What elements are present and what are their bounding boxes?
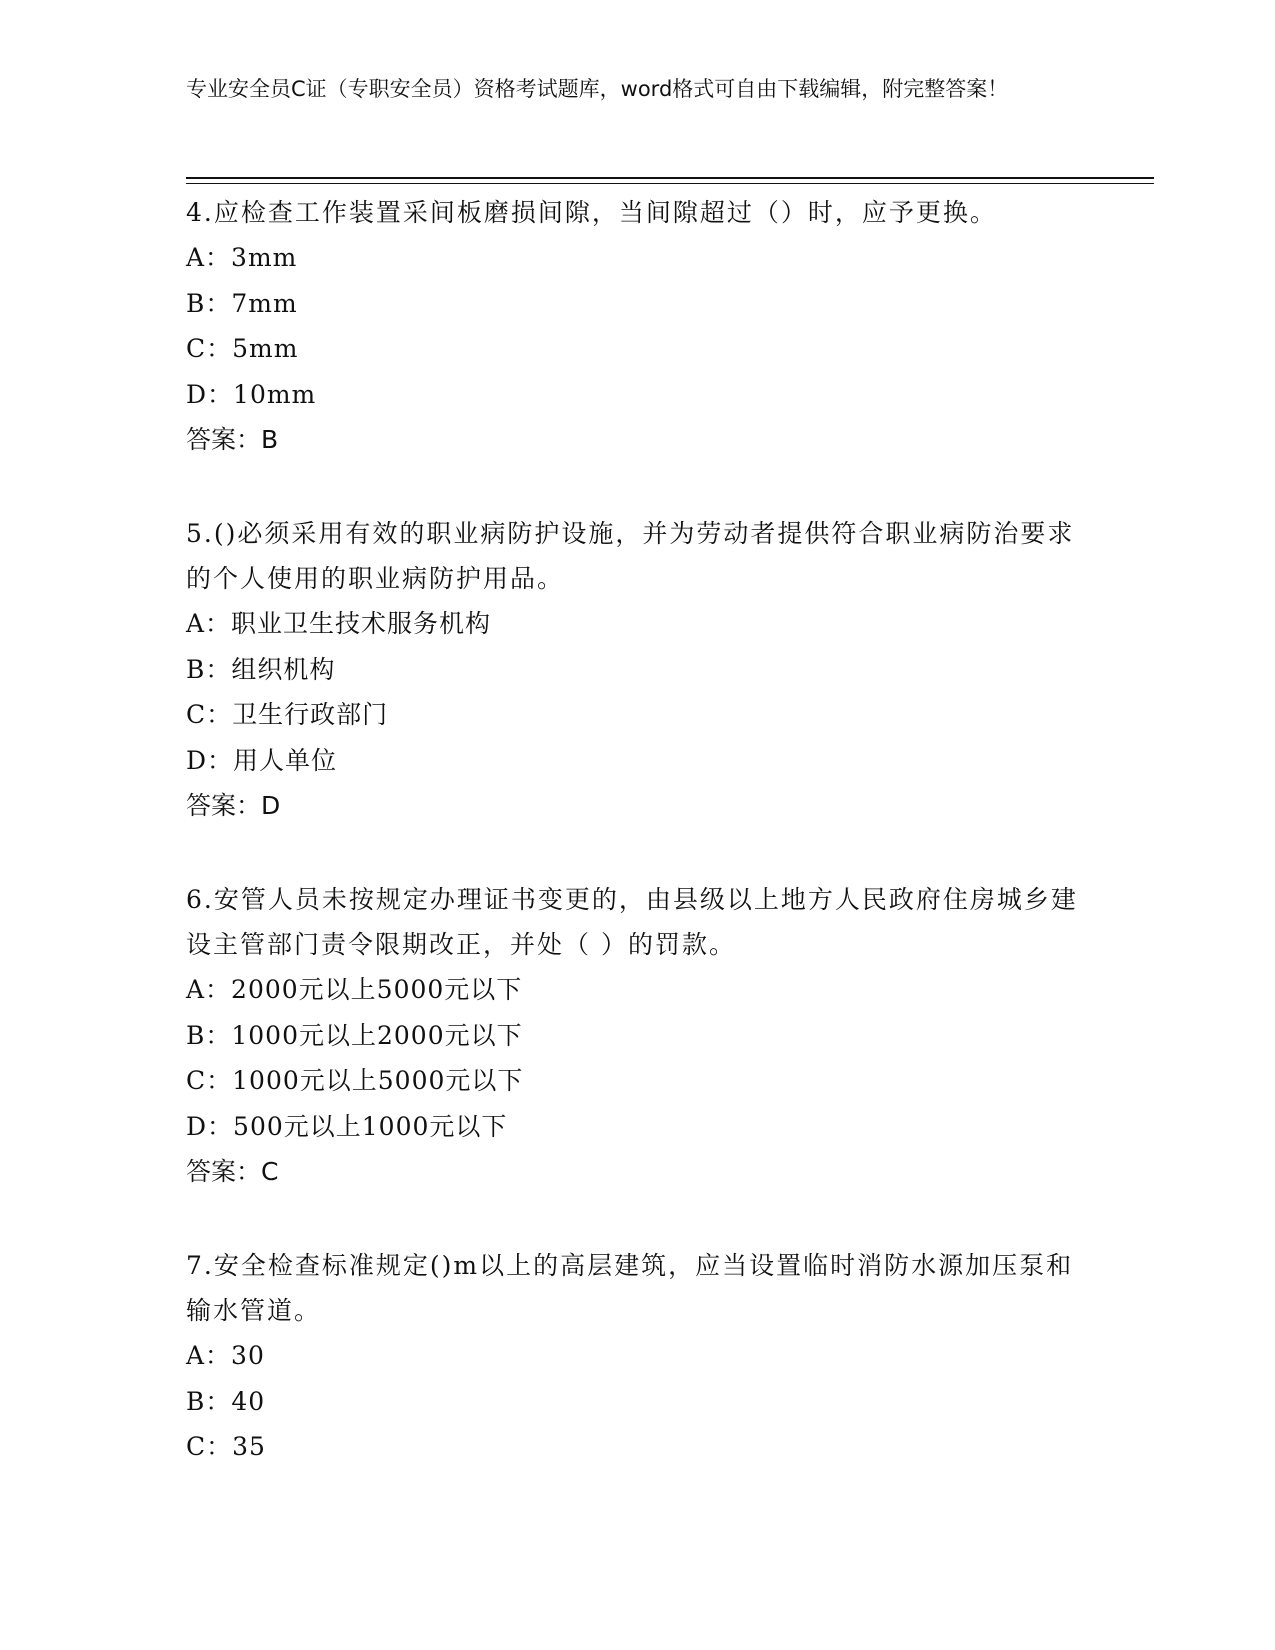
option-a: A：30: [186, 1341, 265, 1370]
option-d: D：用人单位: [186, 745, 338, 775]
answer: 答案：D: [186, 791, 281, 820]
option-c: C：1000元以上5000元以下: [186, 1066, 524, 1095]
option-b: B：1000元以上2000元以下: [186, 1020, 523, 1050]
option-d: D：500元以上1000元以下: [186, 1111, 508, 1141]
option-c: C：5mm: [186, 334, 299, 363]
option-c: C：35: [186, 1432, 266, 1461]
option-d: D：10mm: [186, 379, 317, 409]
question-stem: 7.安全检查标准规定()m以上的高层建筑，应当设置临时消防水源加压泵和输水管道。: [186, 1251, 1074, 1325]
question-stem: 6.安管人员未按规定办理证书变更的，由县级以上地方人民政府住房城乡建设主管部门责令限期改正，并处（ ）的罚款。: [186, 885, 1078, 959]
question-stem: 4.应检查工作装置采间板磨损间隙，当间隙超过（）时，应予更换。: [186, 198, 997, 227]
question-stem: 5.()必须采用有效的职业病防护设施，并为劳动者提供符合职业病防治要求的个人使用的职业病防护用品。: [186, 519, 1075, 593]
option-b: B：40: [186, 1386, 266, 1416]
option-b: B：7mm: [186, 288, 298, 318]
header-rule-thin: [186, 183, 1154, 184]
option-a: A：职业卫生技术服务机构: [186, 609, 492, 638]
option-c: C：卫生行政部门: [186, 700, 389, 729]
option-b: B：组织机构: [186, 654, 336, 684]
question-7: [186, 1243, 1086, 1470]
answer: 答案：C: [186, 1157, 279, 1186]
option-a: A：3mm: [186, 243, 298, 272]
answer: 答案：B: [186, 425, 279, 454]
question-4: [186, 190, 1086, 462]
option-a: A：2000元以上5000元以下: [186, 975, 523, 1004]
document-header: 专业安全员C证（专职安全员）资格考试题库，word格式可自由下载编辑，附完整答案！: [186, 77, 1009, 101]
question-6: [186, 877, 1086, 1194]
question-list: [186, 190, 1086, 1519]
header-rule-thick: [186, 177, 1154, 179]
question-5: [186, 511, 1086, 828]
